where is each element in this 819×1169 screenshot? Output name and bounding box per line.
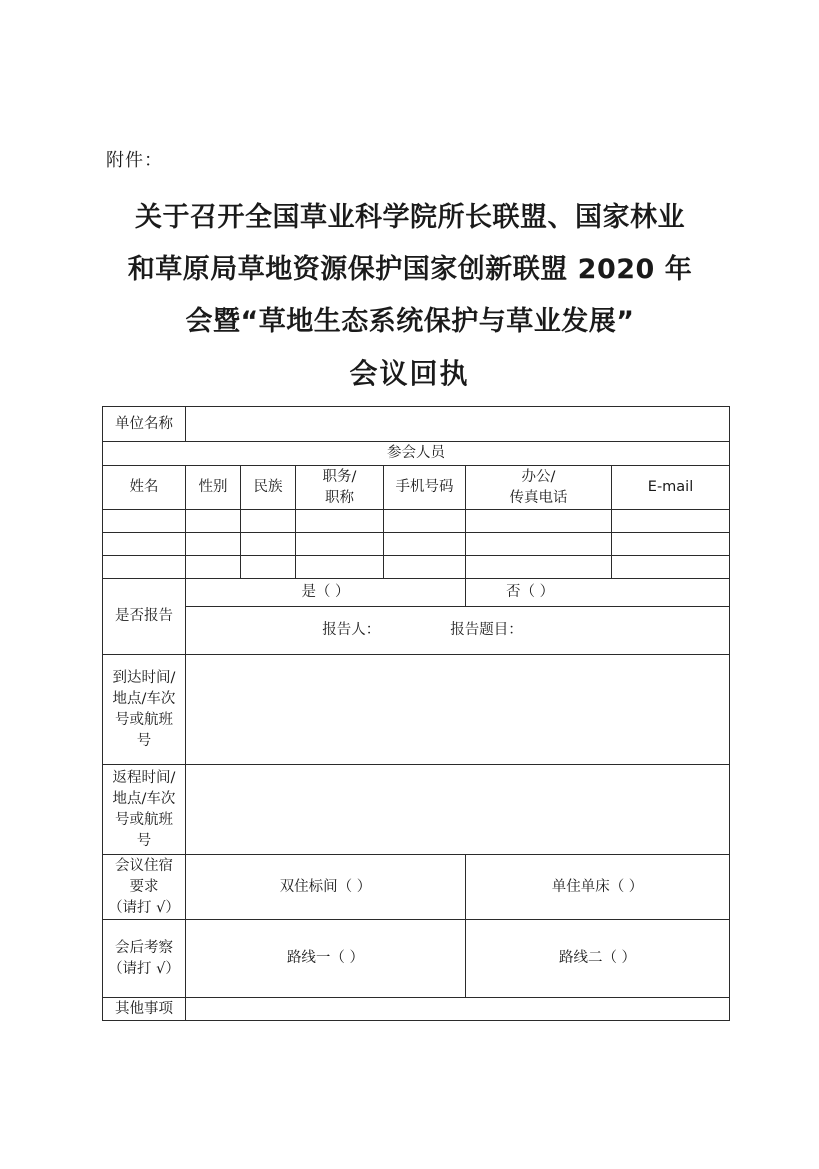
report-details-row — [103, 607, 730, 655]
arrival-field[interactable] — [186, 655, 730, 765]
report-choice-row — [103, 579, 730, 607]
col-office-line1: 办公/ — [521, 468, 556, 485]
attendee-cell[interactable] — [186, 556, 241, 579]
attendee-cell[interactable] — [384, 556, 466, 579]
arrival-label-line1: 到达时间/ — [112, 669, 176, 686]
return-label — [103, 765, 186, 855]
tour-row — [103, 920, 730, 998]
col-office-line2: 传真电话 — [509, 489, 568, 506]
attendee-cell[interactable] — [296, 533, 384, 556]
report-label: 是否报告 — [103, 579, 186, 655]
lodging-single-option[interactable]: 单住单床（ ） — [466, 855, 730, 920]
tour-route1-option[interactable]: 路线一（ ） — [186, 920, 466, 998]
unit-name-label: 单位名称 — [103, 407, 186, 442]
attendee-cell[interactable] — [384, 510, 466, 533]
tour-label — [103, 920, 186, 998]
attendee-cell[interactable] — [466, 556, 612, 579]
report-topic-label: 报告题目： — [450, 622, 523, 638]
col-office-phone — [466, 466, 612, 510]
unit-name-row — [103, 407, 730, 442]
return-label-line4: 号 — [136, 832, 152, 849]
attendee-cell[interactable] — [186, 533, 241, 556]
attendee-cell[interactable] — [466, 510, 612, 533]
tour-label-line1: 会后考察 — [115, 939, 173, 956]
lodging-label — [103, 855, 186, 920]
col-position-line1: 职务/ — [322, 468, 357, 485]
return-row — [103, 765, 730, 855]
attendee-cell[interactable] — [612, 533, 730, 556]
attendee-cell[interactable] — [384, 533, 466, 556]
lodging-label-line2: 要求 — [129, 878, 159, 895]
arrival-label — [103, 655, 186, 765]
report-details-field[interactable] — [186, 607, 730, 655]
attendee-row — [103, 533, 730, 556]
col-mobile: 手机号码 — [384, 466, 466, 510]
attendees-header: 参会人员 — [103, 442, 730, 466]
attendee-cell[interactable] — [612, 510, 730, 533]
col-gender: 性别 — [186, 466, 241, 510]
return-label-line2: 地点/车次 — [112, 790, 176, 807]
unit-name-field[interactable] — [186, 407, 730, 442]
attendee-cell[interactable] — [296, 510, 384, 533]
arrival-label-line3: 号或航班 — [115, 711, 173, 728]
report-no-option[interactable]: 否（ ） — [466, 579, 730, 607]
return-field[interactable] — [186, 765, 730, 855]
tour-label-line2: （请打 √） — [108, 960, 180, 977]
other-field[interactable] — [186, 998, 730, 1021]
title-line-2: 和草原局草地资源保护国家创新联盟 2020 年 — [127, 254, 693, 285]
col-position — [296, 466, 384, 510]
col-ethnicity: 民族 — [241, 466, 296, 510]
col-name: 姓名 — [103, 466, 186, 510]
attendee-cell[interactable] — [103, 533, 186, 556]
return-label-line3: 号或航班 — [115, 811, 173, 828]
lodging-row — [103, 855, 730, 920]
col-position-line2: 职称 — [325, 489, 354, 506]
col-email: E-mail — [612, 466, 730, 510]
attendee-row — [103, 556, 730, 579]
arrival-row — [103, 655, 730, 765]
tour-route2-option[interactable]: 路线二（ ） — [466, 920, 730, 998]
document-title — [60, 192, 760, 348]
report-yes-option[interactable]: 是（ ） — [186, 579, 466, 607]
attendee-columns-row — [103, 466, 730, 510]
attendee-row — [103, 510, 730, 533]
attendee-cell[interactable] — [186, 510, 241, 533]
reporter-label: 报告人： — [322, 622, 381, 638]
attendee-cell[interactable] — [296, 556, 384, 579]
attendee-cell[interactable] — [103, 510, 186, 533]
attendee-cell[interactable] — [103, 556, 186, 579]
lodging-double-option[interactable]: 双住标间（ ） — [186, 855, 466, 920]
attendee-cell[interactable] — [241, 533, 296, 556]
attendee-cell[interactable] — [241, 510, 296, 533]
attendees-header-row — [103, 442, 730, 466]
attendee-cell[interactable] — [612, 556, 730, 579]
title-line-1: 关于召开全国草业科学院所长联盟、国家林业 — [135, 202, 685, 233]
attendee-cell[interactable] — [466, 533, 612, 556]
title-line-3: 会暨“草地生态系统保护与草业发展” — [185, 306, 635, 337]
other-label: 其他事项 — [103, 998, 186, 1021]
document-subtitle: 会议回执 — [349, 357, 470, 390]
receipt-form-table — [102, 406, 730, 1021]
lodging-label-line1: 会议住宿 — [115, 857, 173, 874]
attendee-cell[interactable] — [241, 556, 296, 579]
attachment-label: 附件： — [106, 150, 163, 171]
arrival-label-line4: 号 — [136, 732, 152, 749]
other-row — [103, 998, 730, 1021]
lodging-label-line3: （请打 √） — [108, 899, 180, 916]
return-label-line1: 返程时间/ — [112, 769, 176, 786]
arrival-label-line2: 地点/车次 — [112, 690, 176, 707]
